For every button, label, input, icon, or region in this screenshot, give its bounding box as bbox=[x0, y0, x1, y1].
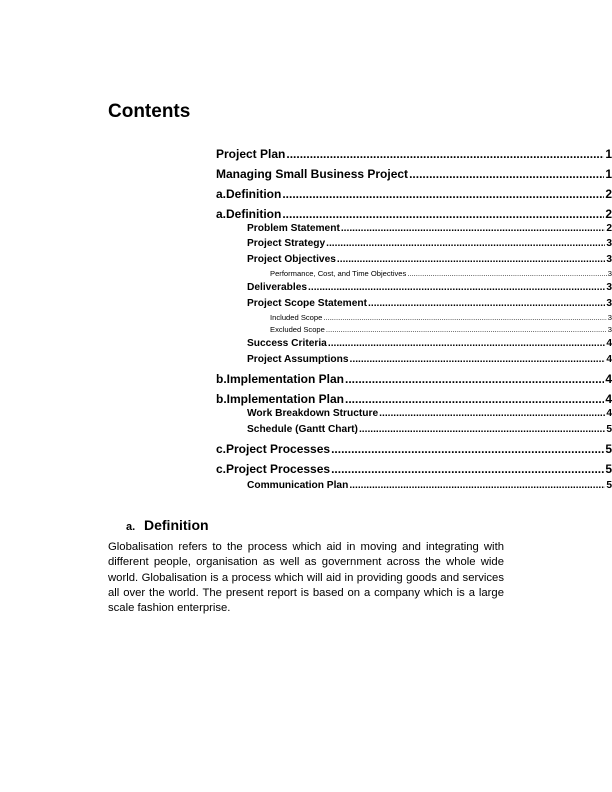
toc-page-number: 4 bbox=[606, 354, 612, 365]
toc-entry-text: Project Strategy bbox=[247, 238, 326, 249]
toc-page-number: 5 bbox=[606, 480, 612, 491]
toc-leader bbox=[379, 408, 605, 419]
toc-leader bbox=[326, 325, 607, 334]
toc-leader bbox=[409, 167, 604, 181]
toc-entry[interactable] bbox=[247, 254, 612, 265]
toc-entry[interactable] bbox=[270, 325, 612, 334]
toc-leader bbox=[341, 223, 605, 234]
toc-entry-text: Project Assumptions bbox=[247, 354, 349, 365]
toc-leader bbox=[286, 147, 604, 161]
toc-leader bbox=[326, 238, 605, 249]
toc-leader bbox=[331, 442, 604, 456]
toc-leader bbox=[407, 269, 606, 278]
toc-page-number: 4 bbox=[605, 392, 612, 406]
toc-leader bbox=[359, 424, 605, 435]
toc-entry[interactable] bbox=[247, 223, 612, 234]
toc-entry-text: Project Objectives bbox=[247, 254, 336, 265]
toc-entry-text: c.Project Processes bbox=[216, 462, 331, 476]
toc-page-number: 3 bbox=[606, 282, 612, 293]
toc-page-number: 3 bbox=[606, 298, 612, 309]
toc-entry[interactable] bbox=[270, 313, 612, 322]
toc-page-number: 4 bbox=[605, 372, 612, 386]
toc-entry-text: b.Implementation Plan bbox=[216, 372, 345, 386]
toc-entry[interactable] bbox=[216, 392, 612, 406]
toc-entry-text: Performance, Cost, and Time Objectives bbox=[270, 269, 407, 278]
toc-leader bbox=[345, 392, 604, 406]
toc-page-number: 3 bbox=[607, 269, 612, 278]
toc-entry[interactable] bbox=[270, 269, 612, 278]
toc-leader bbox=[349, 480, 605, 491]
toc-page-number: 1 bbox=[605, 147, 612, 161]
toc-page-number: 5 bbox=[605, 442, 612, 456]
toc-entry-text: Success Criteria bbox=[247, 338, 327, 349]
toc-page-number: 2 bbox=[605, 207, 612, 221]
toc-leader bbox=[308, 282, 605, 293]
toc-entry[interactable] bbox=[216, 187, 612, 201]
section-heading bbox=[126, 517, 209, 533]
section-marker: a. bbox=[126, 521, 136, 533]
toc-entry-text: Schedule (Gantt Chart) bbox=[247, 424, 358, 435]
toc-entry-text: Project Scope Statement bbox=[247, 298, 368, 309]
section-title: Definition bbox=[144, 517, 209, 533]
toc-leader bbox=[331, 462, 604, 476]
toc-entry[interactable] bbox=[247, 424, 612, 435]
toc-leader bbox=[282, 187, 604, 201]
toc-page-number: 2 bbox=[606, 223, 612, 234]
toc-entry[interactable] bbox=[247, 282, 612, 293]
toc-entry[interactable] bbox=[247, 338, 612, 349]
toc-entry[interactable] bbox=[216, 462, 612, 476]
toc-leader bbox=[282, 207, 604, 221]
toc-entry[interactable] bbox=[247, 298, 612, 309]
toc-entry[interactable] bbox=[247, 480, 612, 491]
toc-page-number: 5 bbox=[606, 424, 612, 435]
toc-leader bbox=[323, 313, 606, 322]
toc-title: Contents bbox=[108, 101, 191, 122]
toc-entry-text: Work Breakdown Structure bbox=[247, 408, 379, 419]
toc-entry-text: Deliverables bbox=[247, 282, 308, 293]
toc-entry-text: Problem Statement bbox=[247, 223, 340, 234]
toc-leader bbox=[350, 354, 606, 365]
toc-entry[interactable] bbox=[216, 207, 612, 221]
toc-entry-text: Excluded Scope bbox=[270, 325, 325, 334]
toc-leader bbox=[345, 372, 604, 386]
toc-page-number: 1 bbox=[605, 167, 612, 181]
toc-entry-text: a.Definition bbox=[216, 187, 282, 201]
toc-page-number: 5 bbox=[605, 462, 612, 476]
toc-page-number: 3 bbox=[606, 254, 612, 265]
toc-entry-text: Managing Small Business Project bbox=[216, 167, 409, 181]
toc-entry-text: b.Implementation Plan bbox=[216, 392, 345, 406]
toc-entry[interactable] bbox=[216, 372, 612, 386]
toc-entry[interactable] bbox=[216, 167, 612, 181]
toc-leader bbox=[368, 298, 605, 309]
toc-entry[interactable] bbox=[247, 238, 612, 249]
toc-page-number: 4 bbox=[606, 408, 612, 419]
toc-page-number: 2 bbox=[605, 187, 612, 201]
toc-leader bbox=[337, 254, 605, 265]
toc-entry[interactable] bbox=[247, 354, 612, 365]
toc-page-number: 3 bbox=[607, 313, 612, 322]
toc-entry-text: c.Project Processes bbox=[216, 442, 331, 456]
toc-page-number: 3 bbox=[606, 238, 612, 249]
toc-entry-text: Included Scope bbox=[270, 313, 323, 322]
toc-page-number: 4 bbox=[606, 338, 612, 349]
toc-entry[interactable] bbox=[247, 408, 612, 419]
toc-entry[interactable] bbox=[216, 147, 612, 161]
toc-entry-text: Project Plan bbox=[216, 147, 286, 161]
toc-entry[interactable] bbox=[216, 442, 612, 456]
toc-entry-text: a.Definition bbox=[216, 207, 282, 221]
toc-leader bbox=[328, 338, 605, 349]
body-paragraph: Globalisation refers to the process which aid in moving and integrating with different people, organisation as well as government across the whole wide world. Globalisation is a process which will aid in providing goods and services all over the world. The present report is based on a company which is a large scale fashion enterprise. bbox=[108, 541, 504, 615]
toc-page-number: 3 bbox=[607, 325, 612, 334]
toc-entry-text: Communication Plan bbox=[247, 480, 349, 491]
